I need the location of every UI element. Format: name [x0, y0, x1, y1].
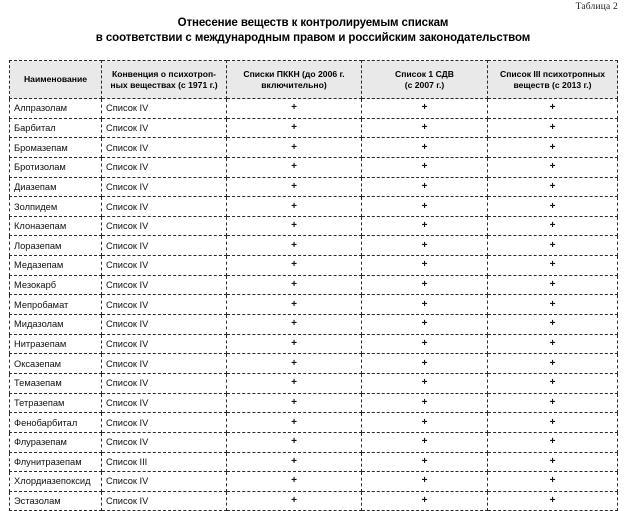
column-header-convention [102, 61, 227, 99]
column-header-list1-sdv-line-2: (с 2007 г.) [404, 79, 445, 90]
cell-mark-list1-sdv: + [362, 315, 488, 335]
cell-substance-name: Алпразолам [10, 99, 102, 119]
table-row [10, 472, 618, 492]
cell-convention-schedule: Список IV [102, 491, 227, 511]
cell-mark-list3-psycho: + [488, 452, 618, 472]
column-header-list1-sdv-line-1: Список 1 СДВ [395, 68, 454, 79]
cell-mark-list3-psycho: + [488, 197, 618, 217]
cell-convention-schedule: Список IV [102, 157, 227, 177]
cell-mark-list3-psycho: + [488, 472, 618, 492]
cell-mark-list3-psycho: + [488, 393, 618, 413]
cell-substance-name: Мепробамат [10, 295, 102, 315]
title-line-2: в соответствии с международным правом и российским законодательством [95, 32, 531, 44]
cell-mark-pkkn: + [227, 373, 362, 393]
cell-substance-name: Флунитразепам [10, 452, 102, 472]
substance-classification-table [9, 60, 618, 511]
cell-mark-pkkn: + [227, 157, 362, 177]
cell-substance-name: Диазепам [10, 177, 102, 197]
cell-substance-name: Медазепам [10, 256, 102, 276]
cell-mark-pkkn: + [227, 315, 362, 335]
cell-mark-pkkn: + [227, 393, 362, 413]
cell-convention-schedule: Список IV [102, 373, 227, 393]
cell-mark-pkkn: + [227, 236, 362, 256]
cell-substance-name: Тетразепам [10, 393, 102, 413]
cell-convention-schedule: Список IV [102, 295, 227, 315]
cell-mark-list3-psycho: + [488, 491, 618, 511]
cell-mark-list1-sdv: + [362, 197, 488, 217]
cell-mark-list1-sdv: + [362, 99, 488, 119]
table-row [10, 373, 618, 393]
table-row [10, 118, 618, 138]
cell-substance-name: Мидазолам [10, 315, 102, 335]
cell-mark-list3-psycho: + [488, 295, 618, 315]
cell-mark-pkkn: + [227, 99, 362, 119]
cell-mark-list3-psycho: + [488, 334, 618, 354]
cell-mark-pkkn: + [227, 491, 362, 511]
cell-substance-name: Клоназепам [10, 216, 102, 236]
table-row [10, 452, 618, 472]
cell-mark-pkkn: + [227, 334, 362, 354]
table-number-caption: Таблица 2 [575, 2, 618, 12]
cell-substance-name: Оксазепам [10, 354, 102, 374]
cell-convention-schedule: Список IV [102, 236, 227, 256]
cell-substance-name: Бромазепам [10, 138, 102, 158]
cell-convention-schedule: Список IV [102, 413, 227, 433]
cell-convention-schedule: Список IV [102, 177, 227, 197]
cell-mark-list1-sdv: + [362, 413, 488, 433]
table-row [10, 197, 618, 217]
title-line-1: Отнесение веществ к контролируемым спискам [177, 17, 449, 29]
table-row [10, 393, 618, 413]
table-row [10, 334, 618, 354]
table-row [10, 157, 618, 177]
cell-convention-schedule: Список III [102, 452, 227, 472]
cell-mark-list1-sdv: + [362, 157, 488, 177]
cell-mark-list3-psycho: + [488, 236, 618, 256]
cell-convention-schedule: Список IV [102, 432, 227, 452]
cell-convention-schedule: Список IV [102, 118, 227, 138]
table-row [10, 295, 618, 315]
column-header-pkkn [227, 61, 362, 99]
cell-mark-list1-sdv: + [362, 256, 488, 276]
column-header-convention-line-2: ных веществах (с 1971 г.) [110, 79, 218, 90]
cell-mark-pkkn: + [227, 432, 362, 452]
cell-mark-list1-sdv: + [362, 138, 488, 158]
cell-convention-schedule: Список IV [102, 138, 227, 158]
cell-substance-name: Барбитал [10, 118, 102, 138]
cell-mark-list3-psycho: + [488, 118, 618, 138]
cell-mark-list1-sdv: + [362, 393, 488, 413]
cell-mark-list3-psycho: + [488, 373, 618, 393]
cell-mark-list3-psycho: + [488, 256, 618, 276]
cell-mark-list1-sdv: + [362, 236, 488, 256]
cell-mark-pkkn: + [227, 354, 362, 374]
table-row [10, 491, 618, 511]
cell-mark-list1-sdv: + [362, 373, 488, 393]
column-header-name: Наименование [10, 61, 102, 99]
cell-mark-list1-sdv: + [362, 216, 488, 236]
cell-mark-list1-sdv: + [362, 472, 488, 492]
cell-mark-list3-psycho: + [488, 354, 618, 374]
cell-mark-pkkn: + [227, 197, 362, 217]
cell-mark-list1-sdv: + [362, 177, 488, 197]
table-row [10, 256, 618, 276]
page-title [0, 16, 626, 46]
table-row [10, 236, 618, 256]
cell-mark-list3-psycho: + [488, 99, 618, 119]
table-header-row [10, 61, 618, 99]
table-row [10, 177, 618, 197]
cell-mark-list3-psycho: + [488, 216, 618, 236]
cell-mark-list1-sdv: + [362, 275, 488, 295]
cell-substance-name: Эстазолам [10, 491, 102, 511]
cell-convention-schedule: Список IV [102, 216, 227, 236]
cell-convention-schedule: Список IV [102, 197, 227, 217]
cell-substance-name: Фенобарбитал [10, 413, 102, 433]
cell-mark-list1-sdv: + [362, 452, 488, 472]
table-row [10, 432, 618, 452]
cell-mark-pkkn: + [227, 118, 362, 138]
cell-substance-name: Флуразепам [10, 432, 102, 452]
cell-mark-pkkn: + [227, 216, 362, 236]
column-header-list3-psycho-line-1: Список III психотропных [499, 68, 605, 79]
cell-convention-schedule: Список IV [102, 275, 227, 295]
cell-mark-list3-psycho: + [488, 177, 618, 197]
column-header-pkkn-line-1: Списки ПККН (до 2006 г. [243, 68, 345, 79]
cell-mark-list3-psycho: + [488, 315, 618, 335]
table-body [10, 99, 618, 511]
cell-convention-schedule: Список IV [102, 315, 227, 335]
cell-substance-name: Темазепам [10, 373, 102, 393]
cell-mark-list3-psycho: + [488, 138, 618, 158]
cell-mark-list1-sdv: + [362, 354, 488, 374]
cell-convention-schedule: Список IV [102, 393, 227, 413]
cell-mark-pkkn: + [227, 177, 362, 197]
cell-convention-schedule: Список IV [102, 354, 227, 374]
cell-substance-name: Золпидем [10, 197, 102, 217]
cell-convention-schedule: Список IV [102, 472, 227, 492]
cell-mark-pkkn: + [227, 452, 362, 472]
cell-mark-list1-sdv: + [362, 118, 488, 138]
cell-substance-name: Хлордиазепоксид [10, 472, 102, 492]
table-row [10, 354, 618, 374]
column-header-list3-psycho-line-2: веществ (с 2013 г.) [513, 79, 592, 90]
column-header-list3-psycho [488, 61, 618, 99]
cell-mark-pkkn: + [227, 295, 362, 315]
cell-mark-list3-psycho: + [488, 157, 618, 177]
cell-substance-name: Мезокарб [10, 275, 102, 295]
cell-mark-list3-psycho: + [488, 275, 618, 295]
cell-mark-list3-psycho: + [488, 432, 618, 452]
table-row [10, 413, 618, 433]
cell-mark-pkkn: + [227, 256, 362, 276]
table-row [10, 216, 618, 236]
cell-mark-list1-sdv: + [362, 491, 488, 511]
cell-substance-name: Бротизолам [10, 157, 102, 177]
table-row [10, 138, 618, 158]
table-header [10, 61, 618, 99]
column-header-convention-line-1: Конвенция о психотроп- [111, 68, 217, 79]
cell-mark-pkkn: + [227, 275, 362, 295]
cell-mark-pkkn: + [227, 413, 362, 433]
cell-mark-list1-sdv: + [362, 334, 488, 354]
cell-substance-name: Нитразепам [10, 334, 102, 354]
column-header-list1-sdv [362, 61, 488, 99]
column-header-pkkn-line-2: включительно) [261, 79, 327, 90]
cell-convention-schedule: Список IV [102, 256, 227, 276]
cell-mark-list1-sdv: + [362, 295, 488, 315]
cell-mark-list1-sdv: + [362, 432, 488, 452]
substance-classification-table-wrapper [9, 60, 617, 511]
cell-convention-schedule: Список IV [102, 99, 227, 119]
cell-convention-schedule: Список IV [102, 334, 227, 354]
cell-mark-list3-psycho: + [488, 413, 618, 433]
cell-mark-pkkn: + [227, 472, 362, 492]
cell-substance-name: Лоразепам [10, 236, 102, 256]
table-row [10, 315, 618, 335]
table-row [10, 99, 618, 119]
table-row [10, 275, 618, 295]
cell-mark-pkkn: + [227, 138, 362, 158]
